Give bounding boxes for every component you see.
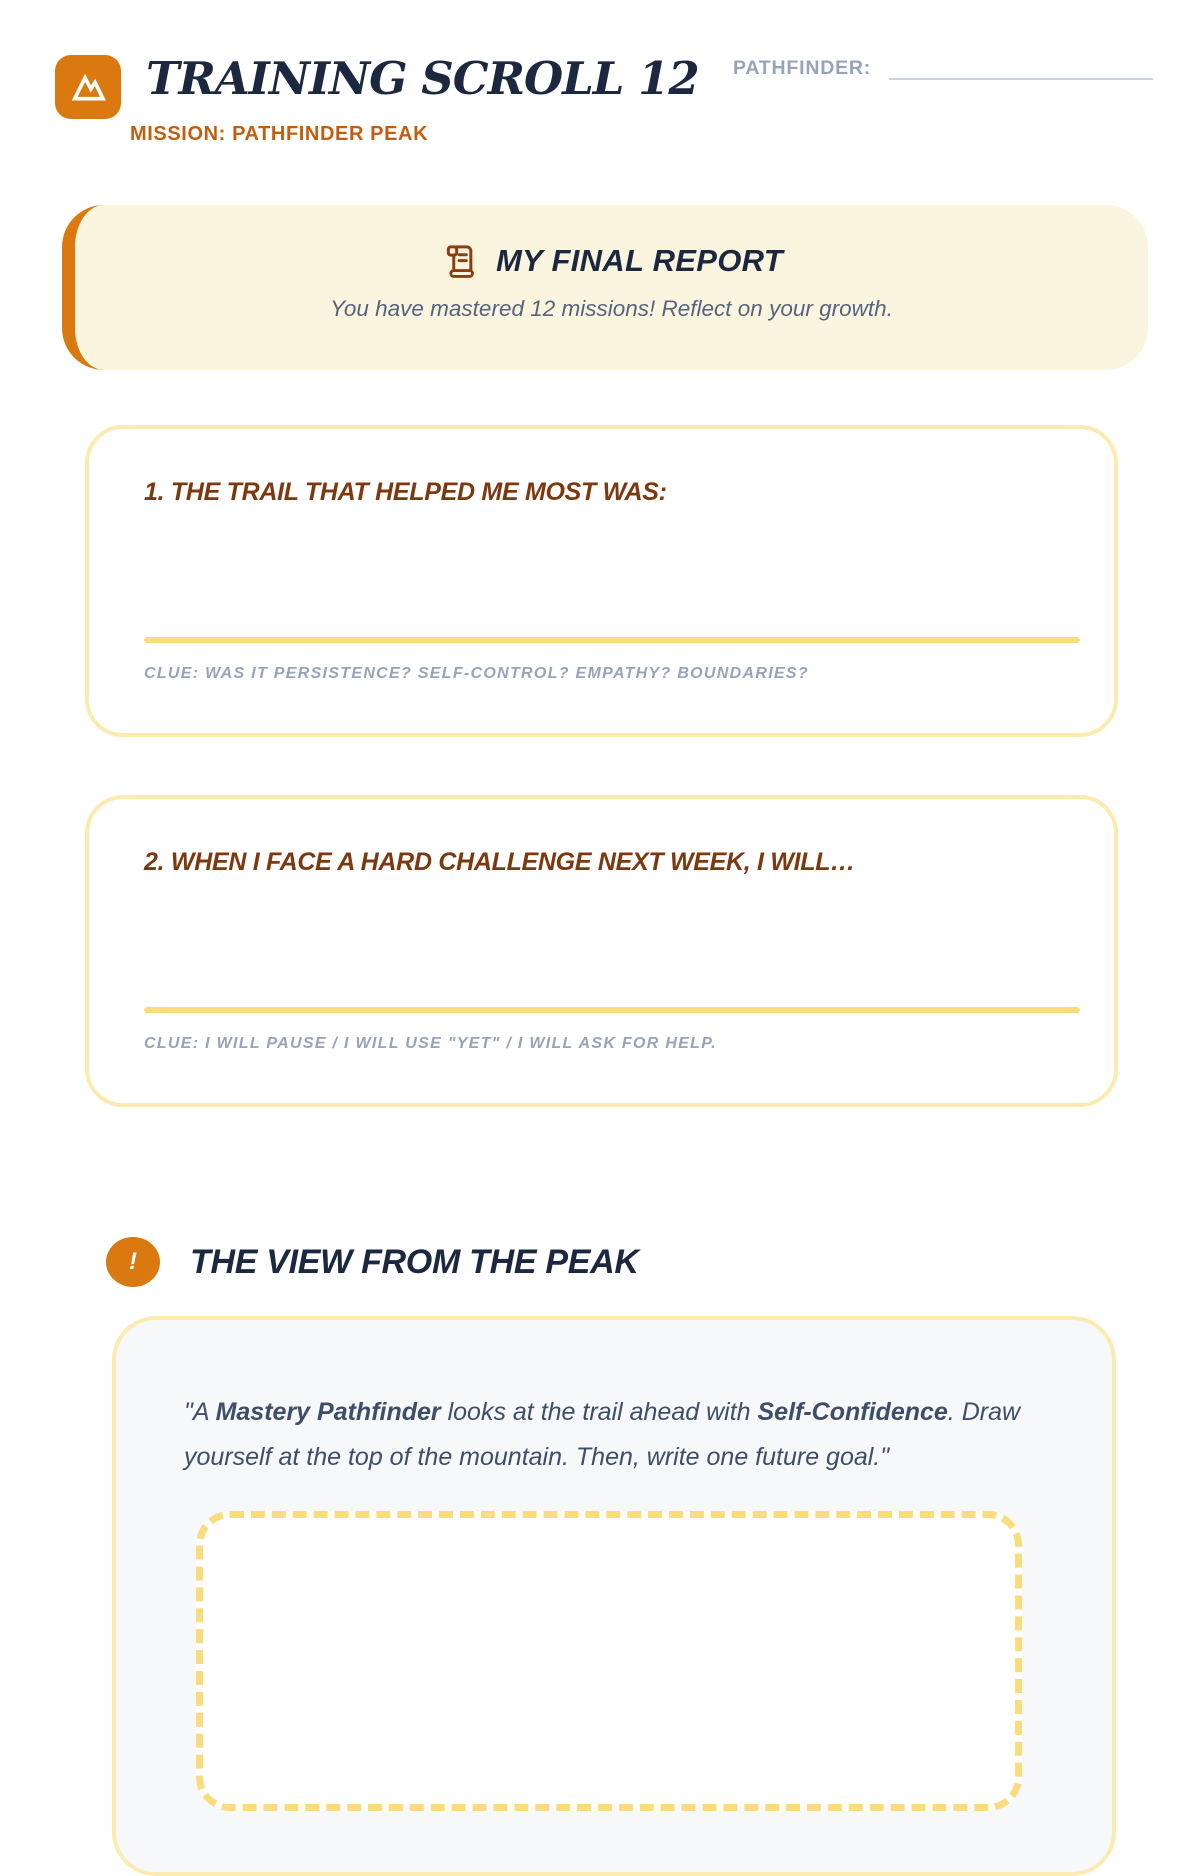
question-1-clue: CLUE: WAS IT PERSISTENCE? SELF-CONTROL? EMPATHY? BOUNDARIES? [144, 665, 809, 682]
pathfinder-label: PATHFINDER: [733, 57, 872, 79]
page-title: TRAINING SCROLL 12 [146, 52, 699, 105]
question-1-answer-line[interactable] [144, 637, 1080, 643]
drawing-area[interactable] [196, 1511, 1022, 1811]
peak-card [112, 1316, 1116, 1876]
exclamation-badge [106, 1237, 160, 1287]
question-1-prompt: 1. THE TRAIL THAT HELPED ME MOST WAS: [144, 478, 667, 506]
banner-title-row [75, 241, 1148, 281]
banner-subtitle: You have mastered 12 missions! Reflect on your growth. [330, 296, 893, 321]
question-2-answer-line[interactable] [144, 1007, 1080, 1013]
pathfinder-name-input[interactable] [889, 58, 1153, 80]
question-card-1 [85, 425, 1118, 737]
peak-heading: THE VIEW FROM THE PEAK [190, 1242, 639, 1281]
question-card-2 [85, 795, 1118, 1107]
pathfinder-field [733, 57, 1153, 80]
peak-quote: "A Mastery Pathfinder looks at the trail ahead with Self-Confidence. Draw yourself at the top of the mountain. Then, write one future goal." [184, 1398, 1021, 1471]
question-2-clue: CLUE: I WILL PAUSE / I WILL USE "YET" / I WILL ASK FOR HELP. [144, 1035, 717, 1052]
scroll-icon [440, 241, 480, 281]
mountain-icon [67, 67, 109, 107]
banner-title: MY FINAL REPORT [496, 243, 783, 278]
question-2-prompt: 2. WHEN I FACE A HARD CHALLENGE NEXT WEEK, I WILL… [144, 848, 855, 876]
final-report-banner [62, 205, 1148, 370]
header [0, 0, 1200, 151]
mission-subtitle: MISSION: PATHFINDER PEAK [130, 123, 429, 145]
app-logo [55, 55, 121, 119]
peak-section-header [106, 1237, 1200, 1287]
exclamation-mark: ! [129, 1248, 137, 1275]
